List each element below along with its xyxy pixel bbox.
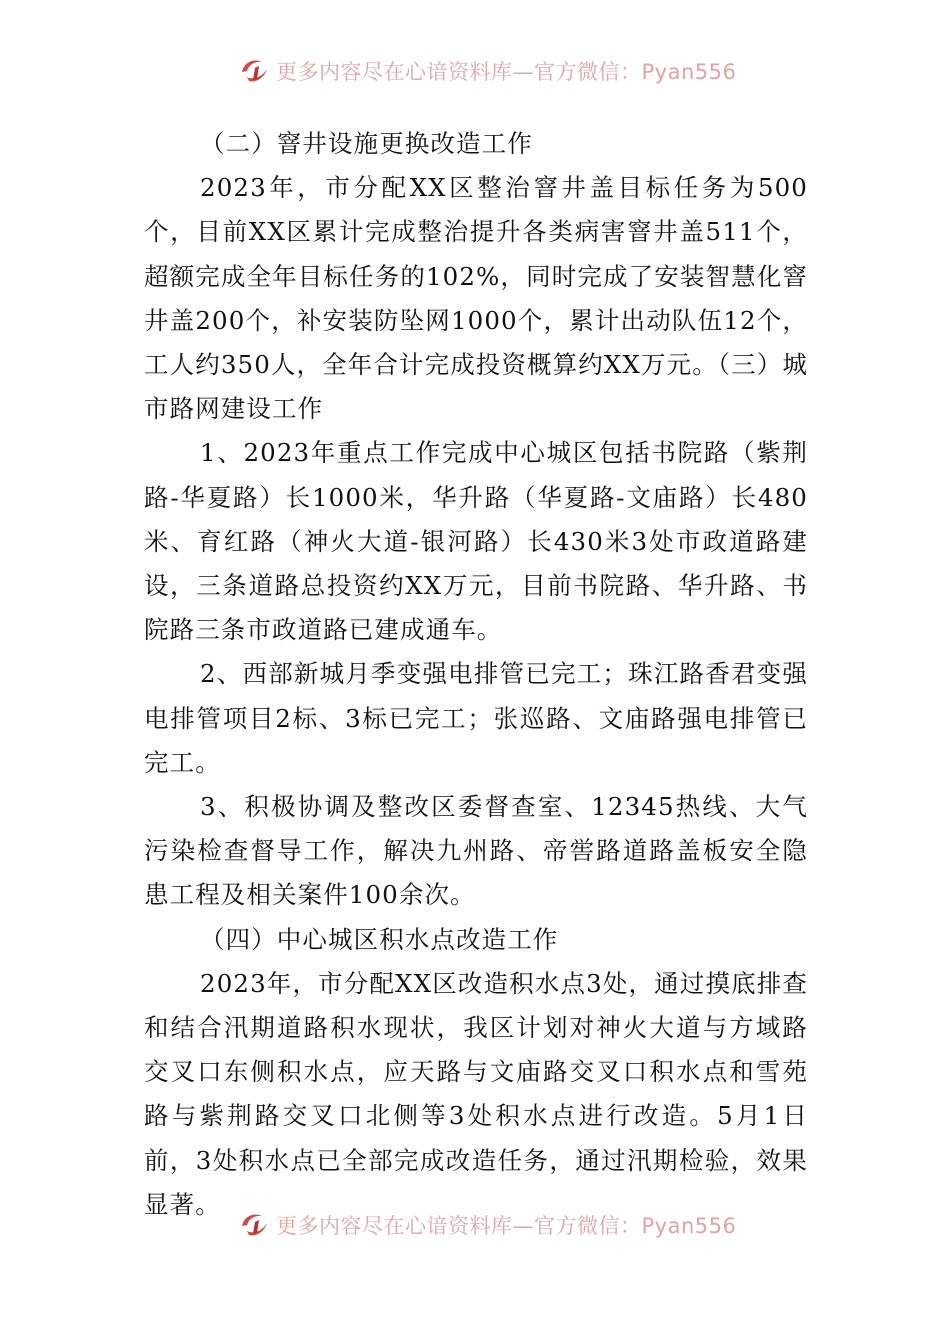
- section-heading-2: （二）窨井设施更换改造工作: [200, 129, 533, 158]
- watermark-text: 更多内容尽在心谙资料库—官方微信：Pyan556: [276, 60, 737, 84]
- brand-logo-icon: [238, 1206, 272, 1240]
- paragraph: 3、积极协调及整改区委督查室、12345热线、大气污染检查督导工作，解决九州路、帝喾路道路盖板安全隐患工程及相关案件100余次。: [144, 792, 808, 910]
- section-heading-4: （四）中心城区积水点改造工作: [200, 924, 559, 954]
- document-body: [144, 122, 808, 1227]
- watermark-footer: [0, 1206, 950, 1242]
- watermark-text: 更多内容尽在心谙资料库—官方微信：Pyan556: [276, 1214, 737, 1238]
- paragraph: 2023年，市分配XX区改造积水点3处，通过摸底排查和结合汛期道路积水现状，我区计划对神火大道与方域路交叉口东侧积水点，应天路与文庙路交叉口积水点和雪苑路与紫荆路交叉口北侧等3处积水点进行改造。5月1日前，3处积水点已全部完成改造任务，通过汛期检验，效果显著。: [144, 968, 808, 1219]
- paragraph: 2、西部新城月季变强电排管已完工；珠江路香君变强电排管项目2标、3标已完工；张巡路、文庙路强电排管已完工。: [144, 659, 808, 777]
- paragraph: 1、2023年重点工作完成中心城区包括书院路（紫荆路-华夏路）长1000米，华升路（华夏路-文庙路）长480米、育红路（神火大道-银河路）长430米3处市政道路建设，三条道路总投资约XX万元，目前书院路、华升路、书院路三条市政道路已建成通车。: [144, 438, 808, 645]
- brand-logo-icon: [238, 52, 272, 86]
- paragraph: 2023年，市分配XX区整治窨井盖目标任务为500个，目前XX区累计完成整治提升各类病害窨井盖511个，超额完成全年目标任务的102%，同时完成了安装智慧化窨井盖200个，补安装防坠网1000个，累计出动队伍12个，工人约350人，全年合计完成投资概算约XX万元。（三）城市路网建设工作: [144, 173, 808, 424]
- watermark-header: [0, 52, 950, 88]
